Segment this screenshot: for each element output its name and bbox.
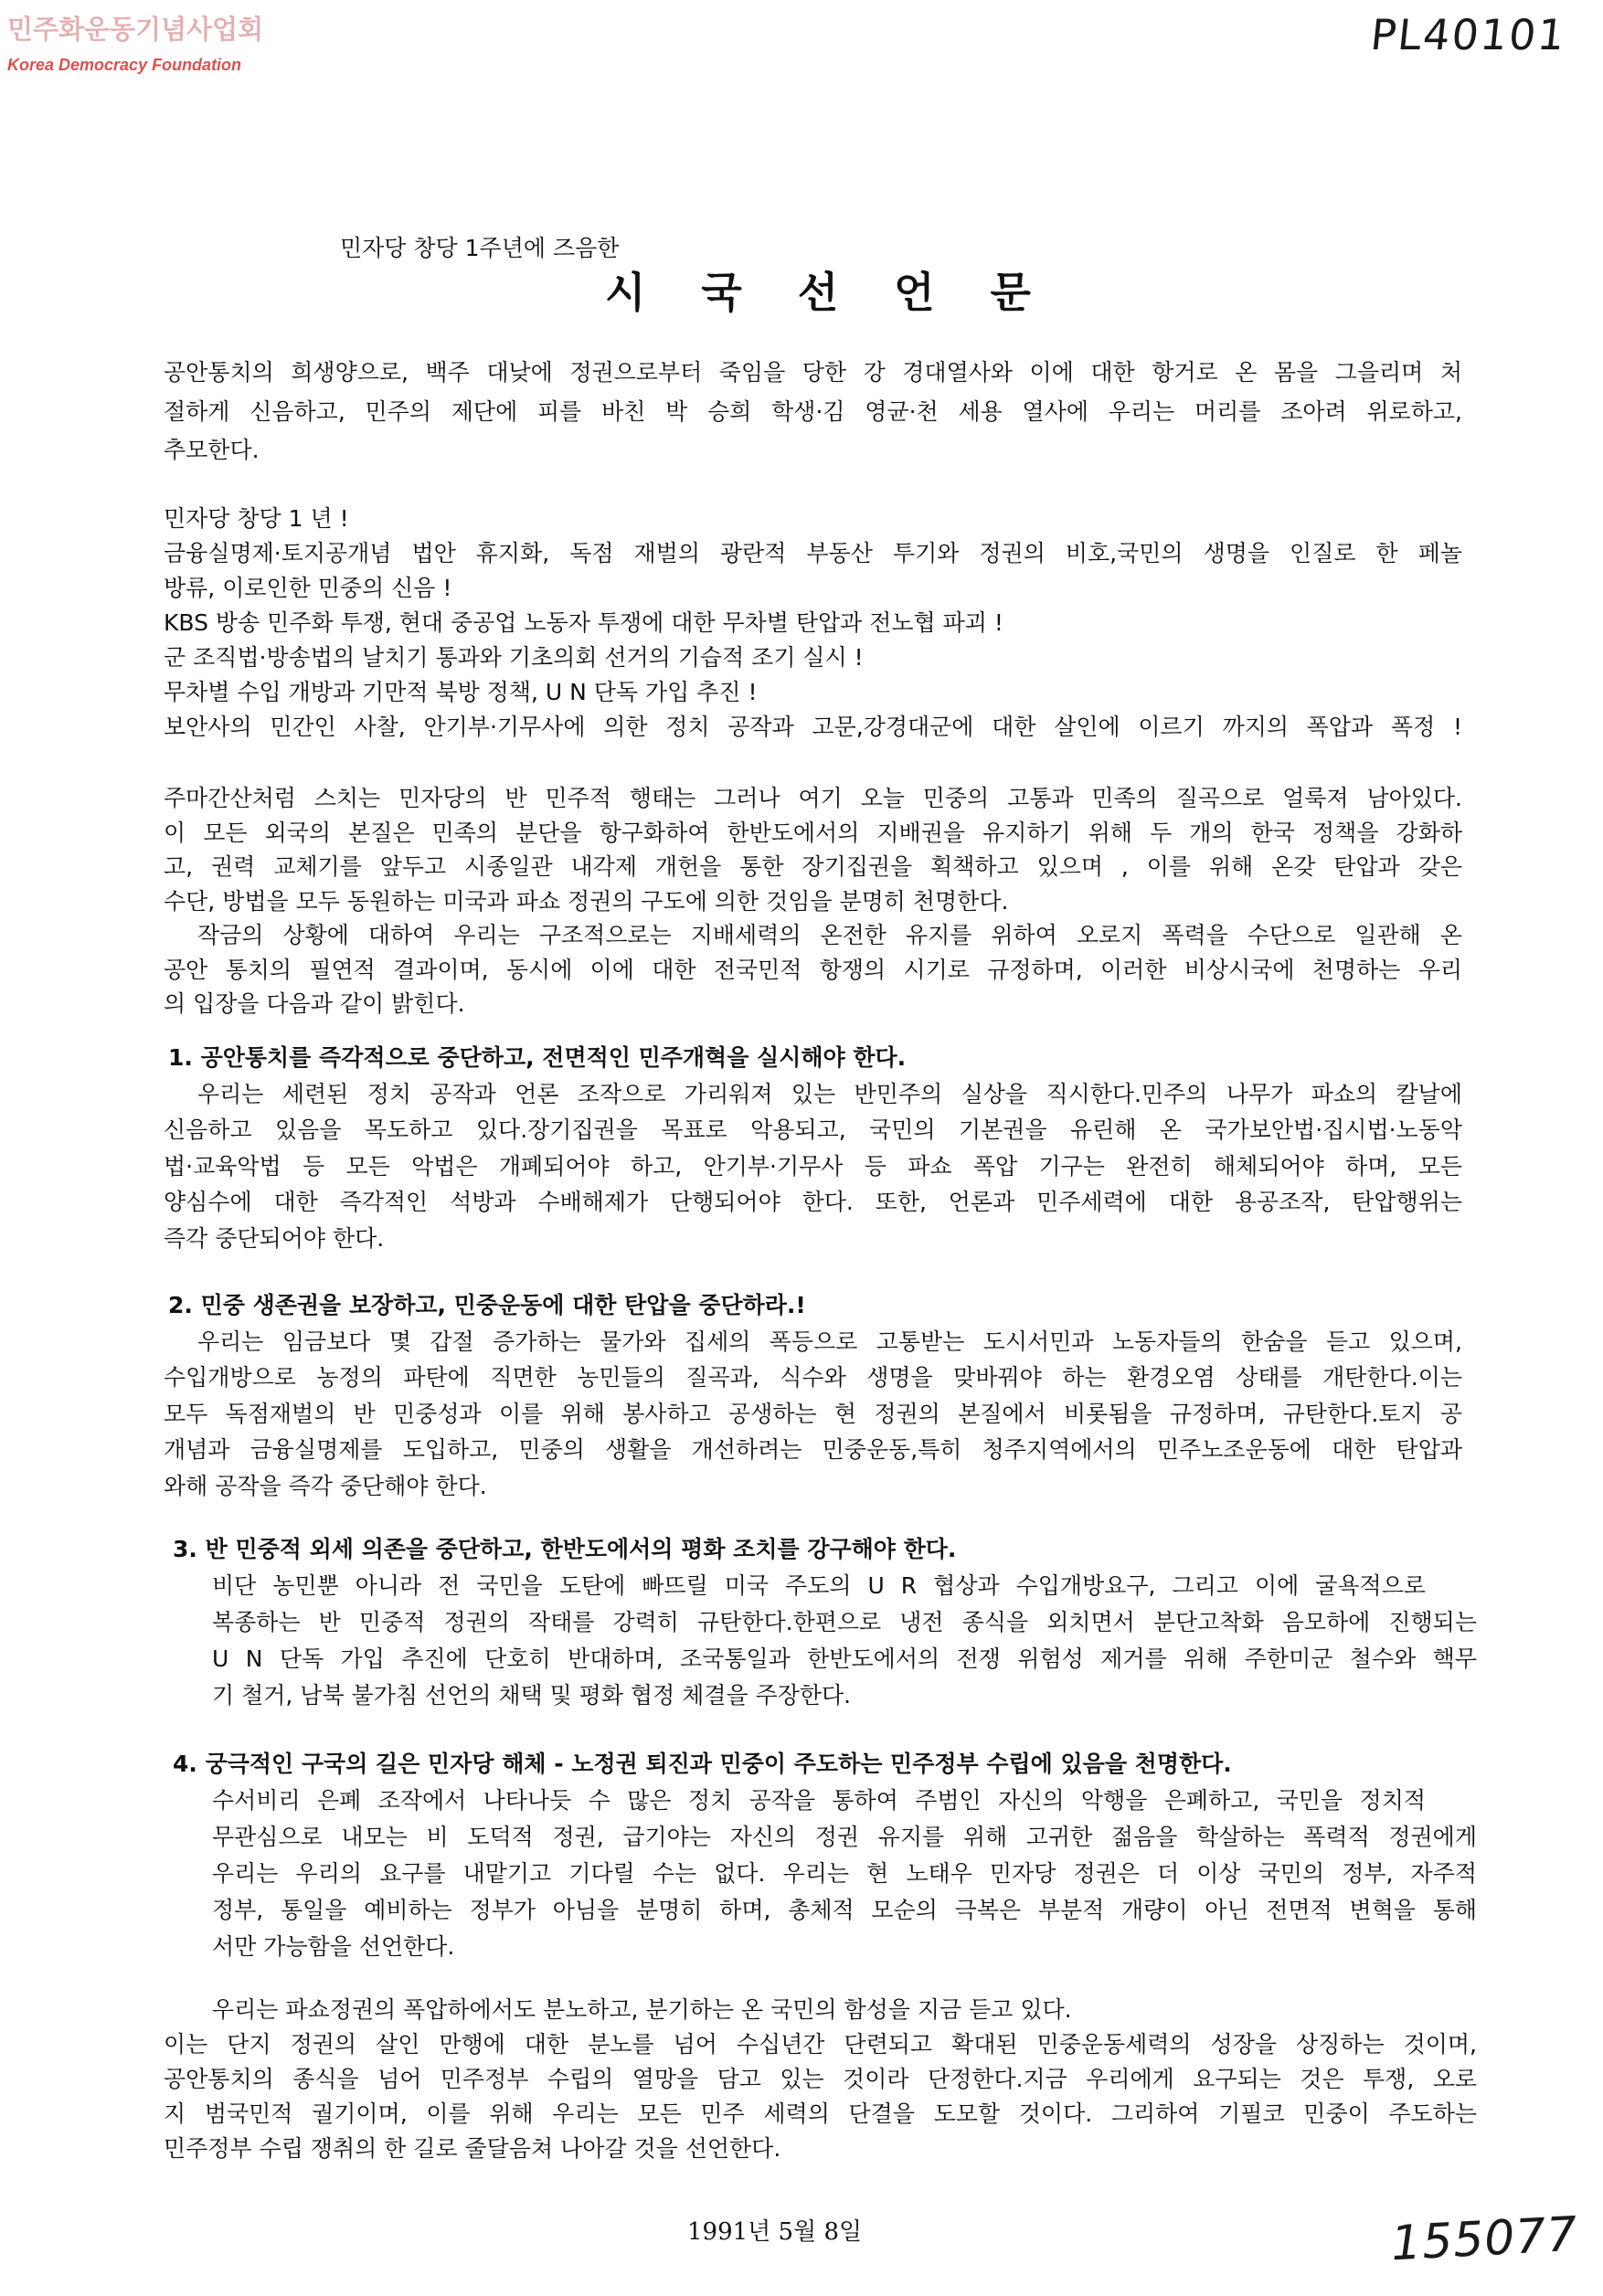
archive-handwritten-code: PL40101 <box>1368 10 1569 59</box>
foundation-watermark-english: Korea Democracy Foundation <box>7 56 242 74</box>
document-subtitle: 민자당 창당 1주년에 즈음한 <box>340 235 620 261</box>
section-1-line: 신음하고 있음을 목도하고 있다.장기집권을 목표로 악용되고, 국민의 기본권을 유린해 온 국가보안법·집시법·노동악 <box>164 1116 1462 1143</box>
section-1-heading: 1. 공안통치를 즉각적으로 중단하고, 전면적인 민주개혁을 실시해야 한다. <box>168 1044 907 1071</box>
analysis-line: 주마간산처럼 스치는 민자당의 반 민주적 행태는 그러나 여기 오늘 민중의 고통과 민족의 질곡으로 얼룩져 남아있다. <box>164 785 1462 811</box>
intro-line: 절하게 신음하고, 민주의 제단에 피를 바친 박 승희 학생·김 영균·천 세용 열사에 우리는 머리를 조아려 위로하고, <box>164 397 1462 425</box>
section-4-heading: 4. 궁극적인 구국의 길은 민자당 해체 - 노정권 퇴진과 민중이 주도하는 민주정부 수립에 있음을 천명한다. <box>173 1751 1232 1777</box>
section-2-line: 와해 공작을 즉각 중단해야 한다. <box>164 1472 487 1499</box>
intro-paragraph <box>164 354 1462 471</box>
section-3 <box>164 1531 1477 1714</box>
section-2-line: 개념과 금융실명제를 도입하고, 민중의 생활을 개선하려는 민중운동,특히 청주지역에서의 민주노조운동에 대한 탄압과 <box>164 1436 1462 1463</box>
section-4-line: 서만 가능함을 선언한다. <box>212 1933 455 1960</box>
intro-line: 공안통치의 희생양으로, 백주 대낮에 정권으로부터 죽임을 당한 강 경대열사와 이에 대한 항거로 온 몸을 그을리며 처 <box>164 359 1462 386</box>
section-1 <box>164 1040 1462 1256</box>
chronicle-line: 방류, 이로인한 민중의 신음 ! <box>164 575 452 601</box>
section-1-line: 양심수에 대한 즉각적인 석방과 수배해제가 단행되어야 한다. 또한, 언론과 민주세력에 대한 용공조작, 탄압행위는 <box>164 1189 1462 1215</box>
section-3-heading: 3. 반 민중적 외세 의존을 중단하고, 한반도에서의 평화 조치를 강구해야 한다. <box>173 1536 957 1562</box>
closing-line: 지 범국민적 궐기이며, 이를 위해 우리는 모든 민주 세력의 단결을 도모할 것이다. 그리하여 기필코 민중이 주도하는 <box>164 2100 1477 2127</box>
analysis-line: 의 입장을 다음과 같이 밝힌다. <box>164 990 465 1017</box>
chronicle-line: 군 조직법·방송법의 날치기 통과와 기초의회 선거의 기습적 조기 실시 ! <box>164 644 864 671</box>
closing-line: 공안통치의 종식을 넘어 민주정부 수립의 열망을 담고 있는 것이라 단정한다.지금 우리에게 요구되는 것은 투쟁, 오로 <box>164 2066 1477 2092</box>
chronicle-line: 무차별 수입 개방과 기만적 북방 정책, U N 단독 가입 추진 ! <box>164 679 758 705</box>
section-3-line: 복종하는 반 민중적 정권의 작태를 강력히 규탄한다.한편으로 냉전 종식을 외치면서 분단고착화 음모하에 진행되는 <box>212 1609 1477 1635</box>
foundation-watermark-korean: 민주화운동기념사업회 <box>7 14 264 45</box>
section-3-line: U N 단독 가입 추진에 단호히 반대하며, 조국통일과 한반도에서의 전쟁 위험성 제거를 위해 주한미군 철수와 핵무 <box>212 1645 1477 1672</box>
section-3-line: 기 철거, 남북 불가침 선언의 채택 및 평화 협정 체결을 주장한다. <box>212 1682 852 1709</box>
analysis-line: 작금의 상황에 대하여 우리는 구조적으로는 지배세력의 온전한 유지를 위하여 오로지 폭력을 수단으로 일관해 온 <box>197 922 1462 948</box>
closing-line: 이는 단지 정권의 살인 만행에 대한 분노를 넘어 수십년간 단련되고 확대된 민중운동세력의 성장을 상징하는 것이며, <box>164 2031 1477 2058</box>
chronicle-list <box>164 502 1462 745</box>
analysis-line: 공안 통치의 필연적 결과이며, 동시에 이에 대한 전국민적 항쟁의 시기로 규정하며, 이러한 비상시국에 천명하는 우리 <box>164 956 1462 983</box>
section-2-line: 수입개방으로 농정의 파탄에 직면한 농민들의 질곡과, 식수와 생명을 맞바꿔야 하는 환경오염 상태를 개탄한다.이는 <box>164 1364 1462 1391</box>
section-1-line: 법·교육악법 등 모든 악법은 개폐되어야 하고, 안기부·기무사 등 파쇼 폭압 기구는 완전히 해체되어야 하며, 모든 <box>164 1152 1462 1180</box>
analysis-line: 수단, 방법을 모두 동원하는 미국과 파쇼 정권의 구도에 의한 것임을 분명히 천명한다. <box>164 887 1009 915</box>
document-date: 1991년 5월 8일 <box>687 2218 863 2246</box>
section-1-line: 우리는 세련된 정치 공작과 언론 조작으로 가리워져 있는 반민주의 실상을 직시한다.민주의 나무가 파쇼의 칼날에 <box>197 1080 1462 1107</box>
archive-handwritten-number: 155077 <box>1389 2206 1579 2272</box>
section-3-line: 비단 농민뿐 아니라 전 국민을 도탄에 빠뜨릴 미국 주도의 U R 협상과 수입개방요구, 그리고 이에 굴욕적으로 <box>212 1572 1426 1599</box>
analysis-line: 고, 권력 교체기를 앞두고 시종일관 내각제 개헌을 통한 장기집권을 획책하고 있으며 , 이를 위해 온갖 탄압과 갖은 <box>164 853 1462 880</box>
section-4-line: 무관심으로 내모는 비 도덕적 정권, 급기야는 자신의 정권 유지를 위해 고귀한 젊음을 학살하는 폭력적 정권에게 <box>212 1824 1477 1850</box>
chronicle-line: 금융실명제·토지공개념 법안 휴지화, 독점 재벌의 광란적 부동산 투기와 정권의 비호,국민의 생명을 인질로 한 페놀 <box>164 540 1462 566</box>
section-2 <box>164 1287 1462 1504</box>
chronicle-line: KBS 방송 민주화 투쟁, 현대 중공업 노동자 투쟁에 대한 무차별 탄압과 전노협 파괴 ! <box>164 609 1003 636</box>
section-2-heading: 2. 민중 생존권을 보장하고, 민중운동에 대한 탄압을 중단하라.! <box>168 1292 806 1318</box>
analysis-paragraph <box>164 781 1462 1021</box>
section-1-line: 즉각 중단되어야 한다. <box>164 1224 385 1252</box>
section-4-line: 정부, 통일을 예비하는 정부가 아님을 분명히 하며, 총체적 모순의 극복은 부분적 개량이 아닌 전면적 변혁을 통해 <box>212 1897 1477 1923</box>
section-2-line: 우리는 임금보다 몇 갑절 증가하는 물가와 집세의 폭등으로 고통받는 도시서민과 노동자들의 한숨을 듣고 있으며, <box>197 1328 1462 1355</box>
section-4 <box>164 1746 1477 1965</box>
analysis-line: 이 모든 외국의 본질은 민족의 분단을 항구화하여 한반도에서의 지배권을 유지하기 위해 두 개의 한국 정책을 강화하 <box>164 819 1462 846</box>
section-2-line: 모두 독점재벌의 반 민중성과 이를 위해 봉사하고 공생하는 현 정권의 본질에서 비롯됨을 규정하며, 규탄한다.토지 공 <box>164 1400 1462 1427</box>
closing-paragraph <box>164 1993 1477 2166</box>
section-4-line: 수서비리 은폐 조작에서 나타나듯 수 많은 정치 공작을 통하여 주범인 자신의 악행을 은폐하고, 국민을 정치적 <box>212 1787 1426 1814</box>
document-title: 시 국 선 언 문 <box>605 268 1031 317</box>
section-4-line: 우리는 우리의 요구를 내맡기고 기다릴 수는 없다. 우리는 현 노태우 민자당 정권은 더 이상 국민의 정부, 자주적 <box>212 1860 1477 1887</box>
chronicle-heading: 민자당 창당 1 년 ! <box>164 505 349 532</box>
chronicle-line: 보안사의 민간인 사찰, 안기부·기무사에 의한 정치 공작과 고문,강경대군에 대한 살인에 이르기 까지의 폭압과 폭정 ! <box>164 714 1462 740</box>
intro-line: 추모한다. <box>164 437 260 463</box>
closing-line: 민주정부 수립 쟁취의 한 길로 줄달음쳐 나아갈 것을 선언한다. <box>164 2135 781 2162</box>
closing-line: 우리는 파쇼정권의 폭압하에서도 분노하고, 분기하는 온 국민의 함성을 지금 듣고 있다. <box>212 1996 1072 2023</box>
